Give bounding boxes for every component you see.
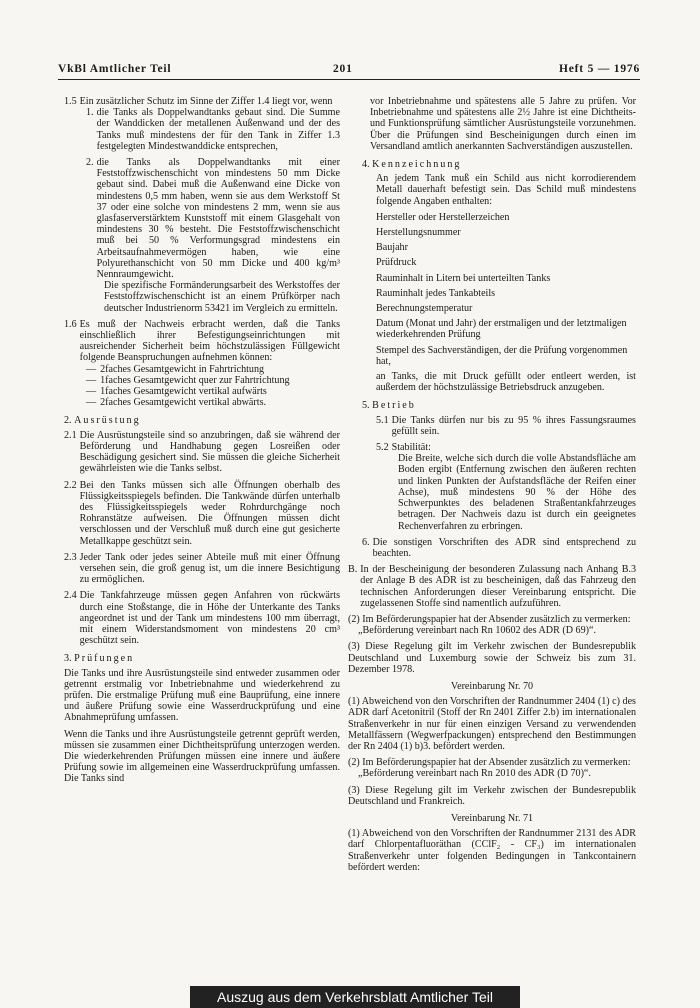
issue-label: Heft 5 — 1976 [559,63,640,75]
load-list [64,364,340,409]
section-4-tail: an Tanks, die mit Druck gefüllt oder entleert werden, ist außerdem der höchstzulässige Betriebsdruck anzugeben. [376,371,636,394]
list-item: Rauminhalt in Litern bei unterteilten Tanks [376,272,551,284]
item-5-2: 5.2 Stabilität: [376,442,431,454]
list-item: Berechnungstemperatur [376,303,473,315]
journal-title: VkBl Amtlicher Teil [58,63,172,75]
item-5-2-text: Die Breite, welche sich durch die volle Abstandsfläche am Boden ergibt (Entfernung zwischen den äußeren rechten und linken Punkten der Aufstandsfläche der Reifen einer Achse), muß mindestens 90 % der Höhe des Schwerpunktes des beladenen Straßentankfahrzeuges betragen. Der Nachweis dazu ist durch ein geeignetes Rechenverfahren zu erbringen. [398,453,636,532]
agreement-70-title: Vereinbarung Nr. 70 [450,680,534,692]
agreement-70-p2: (2) Im Beförderungspapier hat der Absender zusätzlich zu vermerken: [348,757,631,769]
item-1-5-2: 2. die Tanks als Doppelwandtanks mit einer Feststoffzwischenschicht von mindestens 50 mm Dicke gebaut sind. Dabei muß die Außenwand eine Dicke von mindestens 0,5 mm haben, wenn sie aus dem Werkstoff St 37 oder eine solche von mindestens 2 mm, wenn sie aus glasfaserverstärktem Kunststoff mit einem Glasgehalt von mindestens 30 % besteht. Die Feststoffzwischenschicht muß bei 50 % Verformungsgrad mindestens ein Arbeitsaufnahmevermögen haben, wie eine Polyurethanschicht von 50 mm Dicke und 400 kg/m³ Nennraumgewicht. [86,157,340,281]
item-2-2: 2.2 Bei den Tanks müssen sich alle Öffnungen oberhalb des Flüssigkeitsspiegels befinden. Die Tankwände dürfen unterhalb des Flüssigkeitsspiegels weder Rohrdurchgänge noch Rohranstätze aufweisen. Die Öffnungen müssen dicht verschlossen und der Verschluß muß durch eine gut gesicherte Metallkappe geschützt sein. [64,479,340,547]
right-column [348,96,636,878]
list-item: Rauminhalt jedes Tankabteils [376,287,496,299]
paragraph-2: (2) Im Beförderungspapier hat der Absender zusätzlich zu vermerken: [348,613,631,625]
item-6: 6. Die sonstigen Vorschriften des ADR sind entsprechend zu beachten. [362,536,636,559]
section-4-heading: 4. Kennzeichnung [362,159,462,171]
section-3-paragraph-2: Wenn die Tanks und ihre Ausrüstungsteile getrennt geprüft werden, müssen sie zusammen einer Dichtheitsprüfung unterzogen werden. Die wiederkehrenden Prüfungen müssen eine innere und äußere Prüfung sowie im allgemeinen eine Wasserdruckprüfung umfassen. Die Tanks sind [64,728,340,785]
paragraph-2-quote: „Beförderung vereinbart nach Rn 10602 des ADR (D 69)“. [358,625,596,637]
section-5-heading: 5. Betrieb [362,400,416,412]
item-1-6: 1.6 Es muß der Nachweis erbracht werden, daß die Tanks einschließlich ihrer Befestigungseinrichtungen mit ausreichender Sicherheit beim höchstzulässigen Füllgewicht folgende Beanspruchungen aufnehmen können: [64,318,340,364]
item-2-3: 2.3 Jeder Tank oder jedes seiner Abteile muß mit einer Öffnung versehen sein, die groß genug ist, um die innere Besichtigung zu ermöglichen. [64,551,340,586]
agreement-70-p3: (3) Diese Regelung gilt im Verkehr zwischen der Bundesrepublik Deutschland und Frankreich. [348,784,636,807]
list-item: — 2faches Gesamtgewicht vertikal abwärts. [86,397,267,409]
item-1-5: 1.5 Ein zusätzlicher Schutz im Sinne der Ziffer 1.4 liegt vor, wenn [64,96,333,107]
item-2-1: 2.1 Die Ausrüstungsteile sind so anzubringen, daß sie während der Beförderung und Handhabung gegen Losreißen oder Beschädigung gesichert sind. Sie müssen die gleiche Sicherheit gewährleisten wie die Tanks selbst. [64,429,340,475]
agreement-71-title: Vereinbarung Nr. 71 [450,812,534,824]
item-1-5-1: 1. die Tanks als Doppelwandtanks gebaut sind. Die Summe der Wanddicken der metallenen Außenwand und der des Tanks muß mindestens der für den Tank in Ziffer 1.3 festgelegten Mindestwanddicke entsprechen, [86,107,340,152]
footer-banner: Auszug aus dem Verkehrsblatt Amtlicher Teil [190,986,520,1008]
section-4-intro: An jedem Tank muß ein Schild aus nicht korrodierendem Metall dauerhaft befestigt sein. Das Schild muß mindestens folgende Angaben enthalten: [376,173,636,207]
item-5-1: 5.1 Die Tanks dürfen nur bis zu 95 % ihres Fassungsraumes gefüllt sein. [376,414,636,437]
agreement-70-p1: (1) Abweichend von den Vorschriften der Randnummer 2404 (1) c) des ADR darf Acetonitril (Stoff der Rn 2401 Ziffer 2.b) im internationalen Straßenverkehr in nur für einen einzigen Versand zu verwendenden Metallfässern (Wegwerfpackungen) entsprechend den Bestimmungen der Rn 2404 (1) b)3. befördert werden. [348,696,636,752]
item-1-5-2-note: Die spezifische Formänderungsarbeit des Werkstoffes der Feststoffzwischenschicht ist an einem Prüfkörper nach deutscher Industrienorm 53421 im Vergleich zu ermitteln. [104,280,340,314]
list-item: — 1faches Gesamtgewicht vertikal aufwärts [86,386,267,398]
header-rule [58,79,640,80]
list-item: Stempel des Sachverständigen, der die Prüfung vorgenommen hat, [376,344,628,367]
section-3-continuation: vor Inbetriebnahme und spätestens alle 5 Jahre zu prüfen. Vor Inbetriebnahme und spätestens alle 2½ Jahre ist eine Dichtheits- und Funktionsprüfung sämtlicher Ausrüstungsteile vorzunehmen. Über die Prüfungen sind Bescheinigungen durch einen im Versandland amtlich anerkannten Sachverständigen auszustellen. [370,96,636,152]
section-2-heading: 2. Ausrüstung [64,415,141,427]
list-item: — 2faches Gesamtgewicht in Fahrtrichtung [86,363,265,375]
item-2-4: 2.4 Die Tankfahrzeuge müssen gegen Anfahren von rückwärts durch eine Stoßstange, die in Höhe der Unterkante des Tanks angeordnet ist und der Tank um mindestens 100 mm überragt, mit einem Widerstandsmoment von mindestens 20 cm³ geschützt sein. [64,590,340,647]
section-3-paragraph-1: Die Tanks und ihre Ausrüstungsteile sind entweder zusammen oder getrennt erstmalig vor Inbetriebnahme und wiederkehrend zu prüfen. Die erstmalige Prüfung muß eine Bauprüfung, eine innere und äußere Prüfung sowie eine Wasserdruckprüfung und eine Abnahmeprüfung umfassen. [64,667,340,724]
list-item: Prüfdruck [376,257,417,269]
section-b: B. In der Bescheinigung der besonderen Zulassung nach Anhang B.3 der Anlage B des ADR ist zu bescheinigen, daß das Fahrzeug den technischen Anforderungen dieser Vereinbarung entspricht. Die zugelassenen Stoffe sind namentlich aufzuführen. [348,564,636,609]
page-header [58,63,640,79]
list-item: Baujahr [376,242,408,254]
agreement-71-p1: (1) Abweichend von den Vorschriften der Randnummer 2131 des ADR darf Chlorpentafluoräthan (CClF₂ - CF₃) im internationalen Straßenverkehr unter folgenden Bedingungen in Tankcontainern befördert werden: [348,828,636,873]
list-item: — 1faches Gesamtgewicht quer zur Fahrtrichtung [86,374,290,386]
page-number: 201 [333,63,353,75]
list-item: Hersteller oder Herstellerzeichen [376,211,510,223]
left-column [64,96,340,790]
label-field-list [348,212,636,367]
paragraph-3: (3) Diese Regelung gilt im Verkehr zwischen der Bundesrepublik Deutschland und Luxemburg sowie der Schweiz bis zum 31. Dezember 1978. [348,641,636,675]
agreement-70-quote: „Beförderung vereinbart nach Rn 2010 des ADR (D 70)“. [358,768,591,780]
list-item: Datum (Monat und Jahr) der erstmaligen und der letztmaligen wiederkehrenden Prüfung [376,318,627,341]
section-3-heading: 3. Prüfungen [64,653,135,665]
list-item: Herstellungsnummer [376,227,461,239]
